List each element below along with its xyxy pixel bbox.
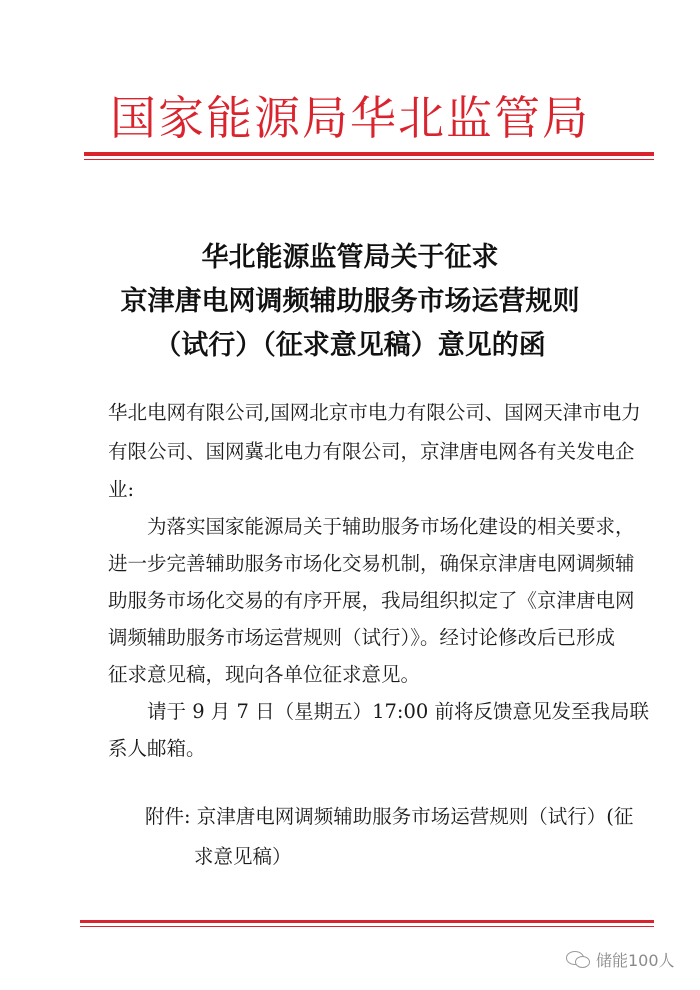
- paragraph-2-line-1: 请于 9 月 7 日（星期五）17:00 前将反馈意见发至我局联: [147, 700, 650, 723]
- paragraph-1-line-5: 征求意见稿，现向各单位征求意见。: [108, 663, 421, 686]
- paragraph-1-line-1: 为落实国家能源局关于辅助服务市场化建设的相关要求，: [147, 515, 635, 538]
- paragraph-2-line-2: 系人邮箱。: [108, 737, 206, 760]
- addressee-line-1: 华北电网有限公司,国网北京市电力有限公司、国网天津市电力: [108, 401, 641, 424]
- paragraph-1-line-4: 调频辅助服务市场运营规则（试行）》。经讨论修改后已形成: [108, 626, 616, 649]
- watermark-text: 储能100人: [596, 950, 675, 970]
- attachment-line-1: 附件: 京津唐电网调频辅助服务市场运营规则（试行）(征: [145, 805, 634, 828]
- attachment-line-2: 求意见稿）: [194, 845, 292, 868]
- footer-rule-thin: [80, 926, 654, 927]
- watermark: [566, 944, 686, 974]
- addressee-line-2: 有限公司、国网冀北电力有限公司，京津唐电网各有关发电企: [108, 440, 635, 463]
- paragraph-1-line-2: 进一步完善辅助服务市场化交易机制，确保京津唐电网调频辅: [108, 552, 635, 575]
- addressee-line-3: 业:: [108, 478, 135, 501]
- wechat-icon: [566, 949, 592, 969]
- title-line-1: 华北能源监管局关于征求: [201, 242, 499, 273]
- title-line-2: 京津唐电网调频辅助服务市场运营规则: [120, 286, 580, 317]
- title-line-3: （试行）（征求意见稿）意见的函: [154, 330, 546, 361]
- letterhead-rule-thin: [84, 159, 654, 160]
- letterhead-org-name: 国家能源局华北监管局: [110, 91, 590, 145]
- paragraph-1-line-3: 助服务市场化交易的有序开展，我局组织拟定了《京津唐电网: [108, 589, 635, 612]
- letterhead-rule-thick: [84, 152, 654, 156]
- footer-rule-thick: [80, 920, 654, 923]
